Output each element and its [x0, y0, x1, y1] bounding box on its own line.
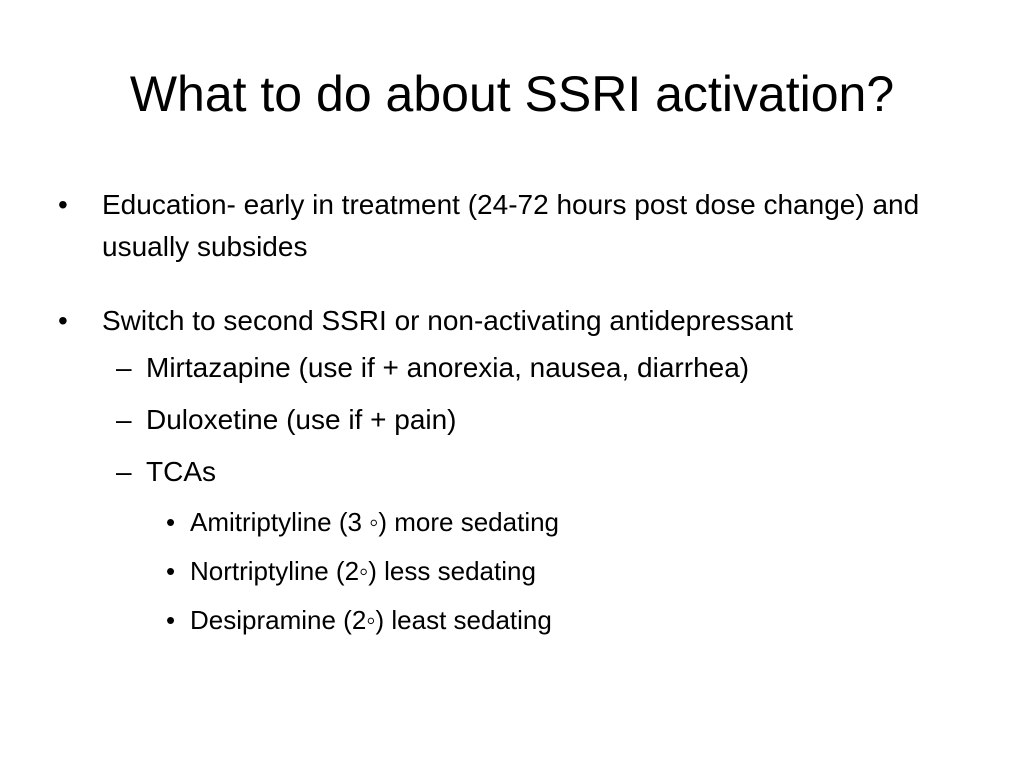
bullet-marker: •	[58, 305, 68, 336]
subitem-text: Duloxetine (use if + pain)	[146, 404, 457, 435]
bullet-text: Switch to second SSRI or non-activating antidepressant	[102, 305, 794, 336]
bullet-marker: •	[58, 189, 68, 220]
bullet-marker: •	[166, 507, 176, 537]
slide-body	[58, 184, 968, 645]
bullet-text: Education- early in treatment (24-72 hours post dose change) and usually subsides	[102, 189, 920, 262]
dash-marker: –	[116, 352, 132, 383]
subitem-text: TCAs	[146, 456, 216, 487]
bullet-marker: •	[166, 556, 176, 586]
bullet-marker: •	[166, 605, 176, 635]
slide-title: What to do about SSRI activation?	[129, 66, 895, 122]
dash-marker: –	[116, 404, 132, 435]
dash-marker: –	[116, 456, 132, 487]
subitem-text: Mirtazapine (use if + anorexia, nausea, diarrhea)	[146, 352, 750, 383]
tca-text: Amitriptyline (3 ◦) more sedating	[190, 507, 560, 537]
tca-nortriptyline	[58, 547, 968, 596]
subitem-duloxetine	[58, 394, 968, 446]
bullet-switch	[58, 300, 968, 342]
bullet-education	[58, 184, 968, 268]
tca-text: Desipramine (2◦) least sedating	[190, 605, 552, 635]
tca-text: Nortriptyline (2◦) less sedating	[190, 556, 536, 586]
tca-desipramine	[58, 596, 968, 645]
tca-amitriptyline	[58, 498, 968, 547]
subitem-tcas	[58, 446, 968, 498]
subitem-mirtazapine	[58, 342, 968, 394]
